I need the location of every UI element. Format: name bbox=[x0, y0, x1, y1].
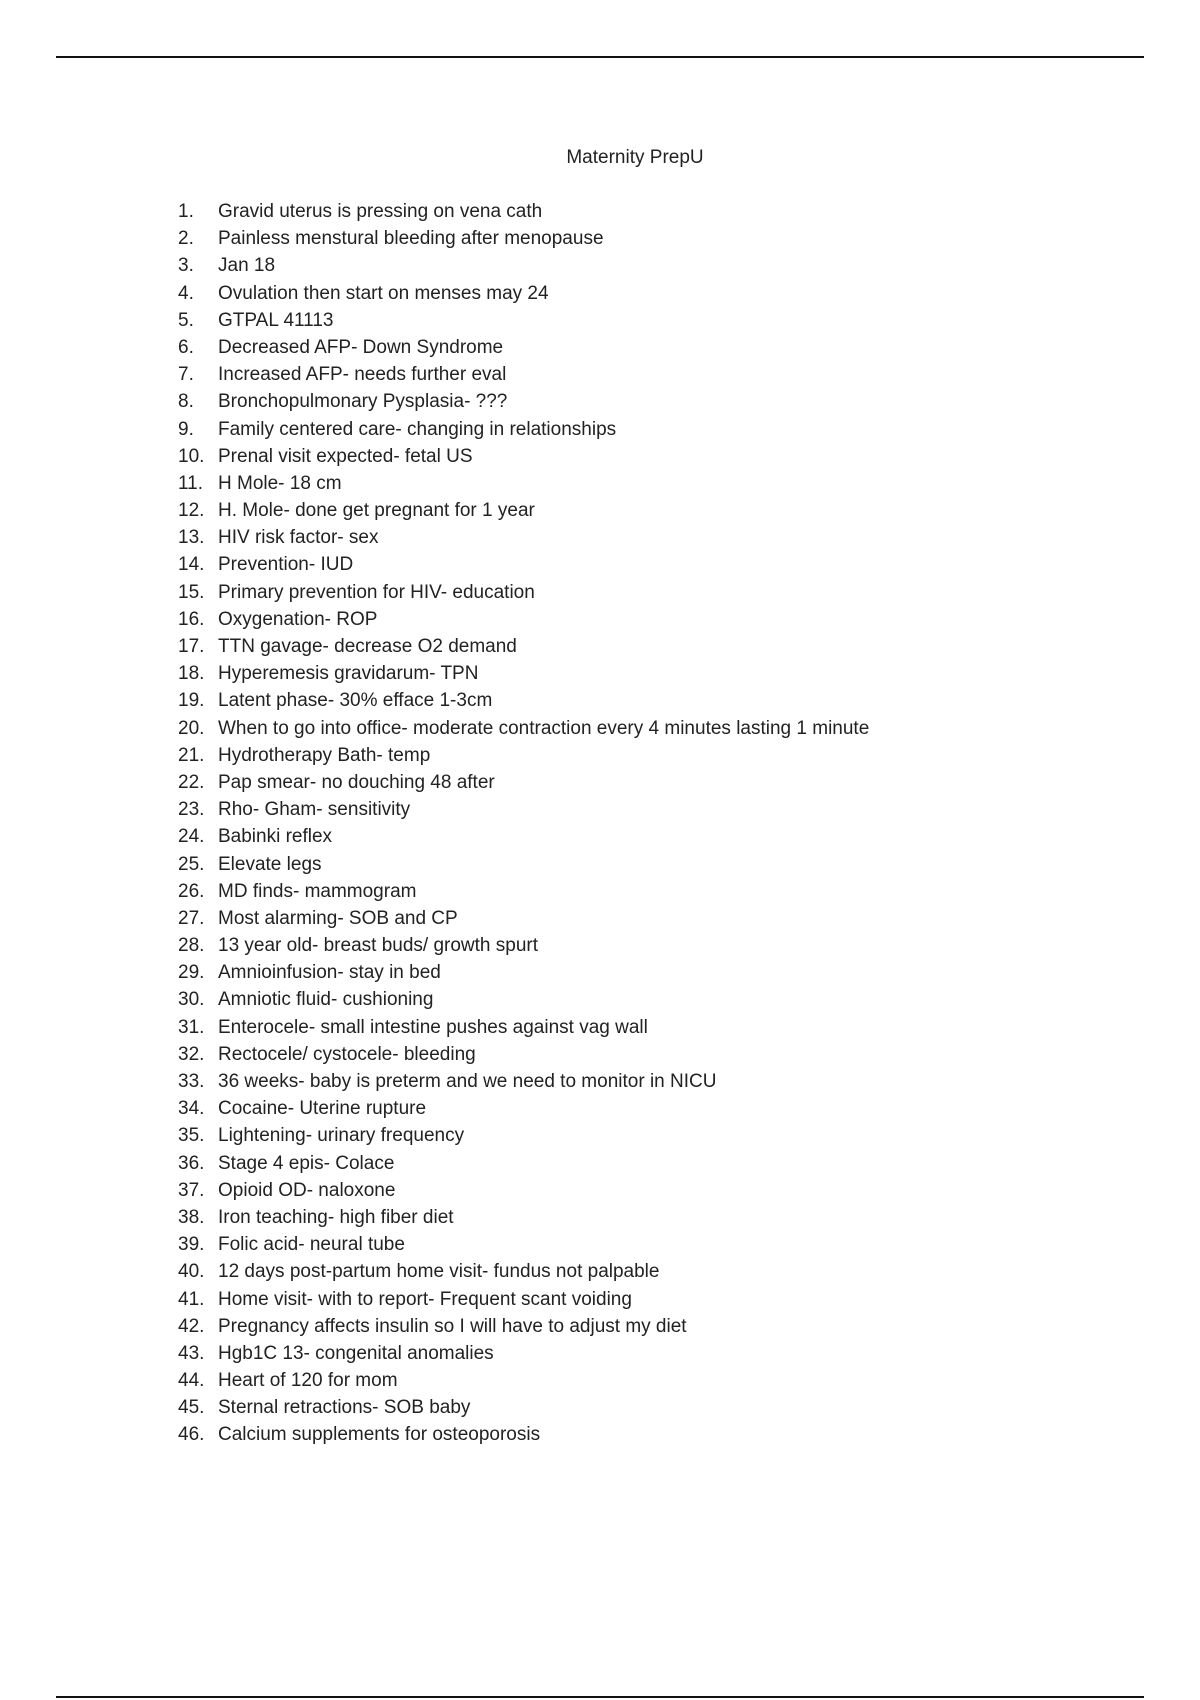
list-item-number: 7. bbox=[178, 364, 194, 386]
list-item bbox=[178, 1340, 869, 1367]
list-item-number: 28. bbox=[178, 935, 205, 957]
numbered-list bbox=[178, 198, 869, 1449]
list-item-text: Pregnancy affects insulin so I will have to adjust my diet bbox=[218, 1315, 687, 1337]
list-item bbox=[178, 551, 869, 578]
list-item-text: GTPAL 41113 bbox=[218, 309, 334, 331]
list-item-text: Babinki reflex bbox=[218, 826, 333, 848]
list-item-number: 37. bbox=[178, 1179, 205, 1201]
list-item-number: 26. bbox=[178, 880, 205, 902]
list-item-text: Stage 4 epis- Colace bbox=[218, 1152, 395, 1174]
list-item-number: 38. bbox=[178, 1206, 205, 1228]
list-item-text: Hydrotherapy Bath- temp bbox=[218, 744, 431, 766]
list-item-text: Primary prevention for HIV- education bbox=[218, 581, 535, 603]
list-item-number: 12. bbox=[178, 500, 205, 522]
list-item-text: Latent phase- 30% efface 1-3cm bbox=[218, 690, 493, 712]
list-item bbox=[178, 1421, 869, 1448]
list-item-text: Increased AFP- needs further eval bbox=[218, 364, 507, 386]
list-item-text: Elevate legs bbox=[218, 853, 322, 875]
list-item-text: Opioid OD- naloxone bbox=[218, 1179, 396, 1201]
list-item-number: 14. bbox=[178, 554, 205, 576]
list-item bbox=[178, 388, 869, 415]
list-item-text: Sternal retractions- SOB baby bbox=[218, 1397, 471, 1419]
list-item-number: 10. bbox=[178, 445, 205, 467]
list-item-number: 5. bbox=[178, 309, 194, 331]
list-item-number: 13. bbox=[178, 527, 205, 549]
list-item-text: Jan 18 bbox=[218, 255, 276, 277]
list-item bbox=[178, 660, 869, 687]
list-item-text: H. Mole- done get pregnant for 1 year bbox=[218, 500, 535, 522]
list-item-text: Decreased AFP- Down Syndrome bbox=[218, 336, 504, 358]
list-item-number: 23. bbox=[178, 799, 205, 821]
list-item-text: Hgb1C 13- congenital anomalies bbox=[218, 1342, 494, 1364]
list-item bbox=[178, 715, 869, 742]
document-title: Maternity PrepU bbox=[566, 147, 704, 168]
list-item-number: 25. bbox=[178, 853, 205, 875]
list-item-number: 27. bbox=[178, 907, 205, 929]
list-item-number: 2. bbox=[178, 228, 194, 250]
list-item-text: Calcium supplements for osteoporosis bbox=[218, 1424, 541, 1446]
list-item bbox=[178, 1367, 869, 1394]
list-item bbox=[178, 1150, 869, 1177]
list-item bbox=[178, 1068, 869, 1095]
list-item-text: Enterocele- small intestine pushes against vag wall bbox=[218, 1016, 648, 1038]
list-item-text: MD finds- mammogram bbox=[218, 880, 417, 902]
list-item-number: 34. bbox=[178, 1098, 205, 1120]
list-item bbox=[178, 823, 869, 850]
list-item bbox=[178, 1258, 869, 1285]
list-item-number: 16. bbox=[178, 608, 205, 630]
list-item-number: 36. bbox=[178, 1152, 205, 1174]
list-item-text: Family centered care- changing in relationships bbox=[218, 418, 617, 440]
list-item-text: Iron teaching- high fiber diet bbox=[218, 1206, 454, 1228]
list-item bbox=[178, 1231, 869, 1258]
list-item-number: 32. bbox=[178, 1043, 205, 1065]
list-item-number: 21. bbox=[178, 744, 205, 766]
list-item-text: Rho- Gham- sensitivity bbox=[218, 799, 411, 821]
list-item-number: 17. bbox=[178, 636, 205, 657]
list-item-number: 20. bbox=[178, 717, 205, 739]
list-item bbox=[178, 796, 869, 823]
list-item-number: 4. bbox=[178, 282, 194, 304]
list-item bbox=[178, 1286, 869, 1313]
list-item bbox=[178, 633, 869, 660]
list-item-text: Home visit- with to report- Frequent scant voiding bbox=[218, 1288, 632, 1310]
list-item-text: 12 days post-partum home visit- fundus not palpable bbox=[218, 1261, 660, 1283]
list-item-number: 44. bbox=[178, 1370, 205, 1392]
list-item-text: H Mole- 18 cm bbox=[218, 472, 342, 494]
list-item-text: Bronchopulmonary Pysplasia- ??? bbox=[218, 391, 508, 413]
list-item-text: Ovulation then start on menses may 24 bbox=[218, 282, 549, 304]
list-item-number: 46. bbox=[178, 1424, 205, 1446]
list-item-text: Gravid uterus is pressing on vena cath bbox=[218, 201, 543, 222]
list-item bbox=[178, 225, 869, 252]
list-item bbox=[178, 198, 869, 225]
list-item bbox=[178, 443, 869, 470]
list-item bbox=[178, 1014, 869, 1041]
list-item-text: Amnioinfusion- stay in bed bbox=[218, 962, 441, 984]
list-item bbox=[178, 1122, 869, 1149]
list-item-text: Lightening- urinary frequency bbox=[218, 1125, 465, 1147]
list-item bbox=[178, 1394, 869, 1421]
list-item bbox=[178, 878, 869, 905]
list-item bbox=[178, 497, 869, 524]
list-item-number: 8. bbox=[178, 391, 194, 413]
list-item-text: Oxygenation- ROP bbox=[218, 608, 378, 630]
list-item bbox=[178, 687, 869, 714]
list-item-text: 36 weeks- baby is preterm and we need to monitor in NICU bbox=[218, 1071, 717, 1092]
list-item-number: 18. bbox=[178, 663, 205, 685]
list-item-text: TTN gavage- decrease O2 demand bbox=[218, 636, 517, 657]
list-item-number: 45. bbox=[178, 1397, 205, 1419]
list-item-number: 22. bbox=[178, 771, 205, 793]
list-item-text: Hyperemesis gravidarum- TPN bbox=[218, 663, 479, 685]
list-item-text: Amniotic fluid- cushioning bbox=[218, 989, 434, 1011]
list-item bbox=[178, 252, 869, 279]
list-item-text: Most alarming- SOB and CP bbox=[218, 907, 458, 929]
list-item bbox=[178, 769, 869, 796]
list-item-text: Heart of 120 for mom bbox=[218, 1370, 398, 1392]
list-item bbox=[178, 307, 869, 334]
list-item-text: Prenal visit expected- fetal US bbox=[218, 445, 473, 467]
list-item bbox=[178, 986, 869, 1013]
list-item bbox=[178, 470, 869, 497]
list-item-text: HIV risk factor- sex bbox=[218, 527, 379, 549]
list-item bbox=[178, 1204, 869, 1231]
list-item bbox=[178, 579, 869, 606]
list-item bbox=[178, 334, 869, 361]
list-item bbox=[178, 1041, 869, 1068]
list-item bbox=[178, 742, 869, 769]
list-item-number: 9. bbox=[178, 418, 194, 440]
list-item-number: 15. bbox=[178, 581, 205, 603]
list-item-number: 6. bbox=[178, 336, 194, 358]
list-item-number: 19. bbox=[178, 690, 205, 712]
list-item-text: Pap smear- no douching 48 after bbox=[218, 771, 495, 793]
list-item-number: 42. bbox=[178, 1315, 205, 1337]
list-item bbox=[178, 851, 869, 878]
list-item bbox=[178, 606, 869, 633]
list-item bbox=[178, 361, 869, 388]
list-item-text: Cocaine- Uterine rupture bbox=[218, 1098, 427, 1120]
list-item-number: 30. bbox=[178, 989, 205, 1011]
list-item bbox=[178, 280, 869, 307]
list-item bbox=[178, 905, 869, 932]
list-item-text: Prevention- IUD bbox=[218, 554, 354, 576]
list-item-text: When to go into office- moderate contraction every 4 minutes lasting 1 minute bbox=[218, 717, 870, 739]
list-item-number: 24. bbox=[178, 826, 205, 848]
list-item-number: 35. bbox=[178, 1125, 205, 1147]
list-item-number: 43. bbox=[178, 1342, 205, 1364]
list-item-number: 41. bbox=[178, 1288, 205, 1310]
list-item bbox=[178, 416, 869, 443]
list-item-number: 29. bbox=[178, 962, 205, 984]
footer-rule bbox=[56, 1696, 1144, 1698]
list-item-number: 33. bbox=[178, 1071, 205, 1092]
list-item bbox=[178, 1177, 869, 1204]
list-item-text: Folic acid- neural tube bbox=[218, 1234, 405, 1256]
list-item-text: Rectocele/ cystocele- bleeding bbox=[218, 1043, 476, 1065]
list-item bbox=[178, 1095, 869, 1122]
list-item-number: 1. bbox=[178, 201, 194, 222]
list-item-number: 3. bbox=[178, 255, 194, 277]
list-item bbox=[178, 959, 869, 986]
list-item-text: 13 year old- breast buds/ growth spurt bbox=[218, 935, 539, 957]
list-item-number: 39. bbox=[178, 1234, 205, 1256]
list-item-number: 40. bbox=[178, 1261, 205, 1283]
list-item bbox=[178, 932, 869, 959]
list-item-number: 11. bbox=[178, 472, 204, 494]
list-item bbox=[178, 1313, 869, 1340]
header-rule bbox=[56, 56, 1144, 58]
list-item-text: Painless menstural bleeding after menopause bbox=[218, 228, 604, 250]
list-item-number: 31. bbox=[178, 1016, 205, 1038]
list-item bbox=[178, 524, 869, 551]
